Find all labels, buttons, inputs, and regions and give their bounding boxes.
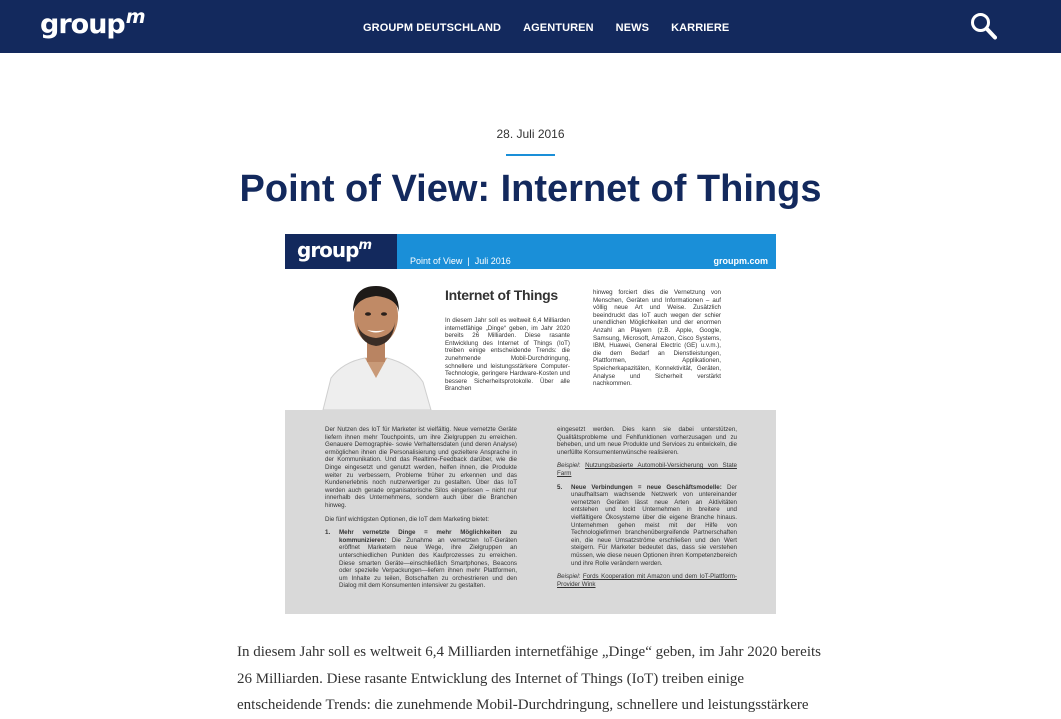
grey-right-paragraph: eingesetzt werden. Dies kann sie dabei unterstützen, Qualitätsprobleme und Fehlfunktionen vorherzusagen und zu beheben, und um neue Produkte und Services zu entwickeln, die unerfüllte Konsumentenwünsche realisieren.	[557, 426, 737, 456]
post-date: 28. Juli 2016	[496, 127, 565, 141]
groupm-logo[interactable]: group$^m$	[40, 6, 145, 40]
document-logo-box	[285, 234, 397, 269]
article-body: In diesem Jahr soll es weltweit 6,4 Milliarden internetfähige „Dinge“ geben, im Jahr 2020 bereits 26 Milliarden. Diese rasante Entwicklung des Internet of Things (IoT) treiben einige entscheidende Trends: die zunehmende Mobil-Durchdringung, schnellere und leistungsstärkere	[237, 644, 821, 713]
search-icon[interactable]	[970, 12, 997, 40]
title-divider	[506, 154, 555, 156]
document-header-label: Point of View | Juli 2016	[410, 256, 511, 266]
document-column-2: hinweg forciert dies die Vernetzung von Menschen, Geräten und Informationen – auf völlig neue Art und Weise. Zusätzlich beeindruckt das IoT auch wegen der schier unendlichen Möglichkeiten und der enormen Anzahl an Playern (z.B. Apple, Google, Samsung, Microsoft, Amazon, Cisco Systems, IBM, Huawei, General Electric (GE) u.v.m.), die dem Bedarf an Dienstleistungen, Plattformen, Applikationen, Speicherkapazitäten, Konnektivität, Geräten, Analyse und Sicherheit verstärkt nachkommen.	[593, 289, 721, 388]
main-nav	[363, 22, 729, 34]
pov-document-image[interactable]	[285, 234, 776, 614]
nav-item-karriere[interactable]: KARRIERE	[671, 22, 730, 34]
nav-item-news[interactable]: NEWS	[615, 22, 650, 34]
grey-left-paragraph: Der Nutzen des IoT für Marketer ist vielfältig. Neue vernetzte Geräte liefern ihnen mehr Touchpoints, um ihre Zielgruppen zu erreichen. Genauere Demographie- sowie Verhaltensdaten (und deren Analyse) ermöglichen ihnen die Personalisierung und gezieltere Ansprache in der Kommunikation. Und das Realtime-Feedback darüber, wie die Dinge eingesetzt und genutzt werden, helfen ihnen, die Produkte weiter zu verbessern, Probleme früher zu erkennen und das Kundenerlebnis noch nutzerwertiger zu gestalten. Über das IoT werden auch gerade organisatorische Silos eingerissen – nicht nur innerhalb des Unternehmens, sondern auch über die Branchen hinweg.	[325, 426, 517, 509]
example-2-link[interactable]: Fords Kooperation mit Amazon und dem IoT-Plattform-Provider Wink	[557, 573, 737, 588]
nav-item-agenturen[interactable]: AGENTUREN	[523, 22, 594, 34]
document-heading: Internet of Things	[445, 287, 558, 303]
grey-right-column	[557, 426, 737, 588]
example-2: Beispiel: Fords Kooperation mit Amazon und dem IoT-Plattform-Provider Wink	[557, 573, 737, 588]
document-header-bar	[285, 234, 776, 269]
nav-item-groupm-deutschland[interactable]: GROUPM DEUTSCHLAND	[363, 22, 502, 34]
site-header	[0, 0, 1061, 53]
example-1: Beispiel: Nutzungsbasierte Automobil-Versicherung von State Farm	[557, 462, 737, 477]
list-item-1: 1. Mehr vernetzte Dinge = mehr Möglichkeiten zu kommunizieren: Die Zunahme an vernetzten IoT-Geräten eröffnet Marketern neue Wege, ihre Zielgruppen an unterschiedlichen Punkten des Kaufprozesses zu erreichen. Diese smarten Geräte—einschließlich Smartphones, Beacons oder spezielle Verpackungen—liefern ihnen mehr Plattformen, um Inhalte zu teilen, Botschaften zu orchestrieren und den Dialog mit dem Konsumenten intensiver zu gestalten.	[325, 529, 517, 590]
list-item-5: 5. Neue Verbindungen = neue Geschäftsmodelle: Der unaufhaltsam wachsende Netzwerk von untereinander vernetzten Geräten lässt neue Arten an Aktivitäten entstehen und lockt Unternehmen in breitere und vielfältigere Ökosysteme über die eigene Branche hinaus. Unternehmen gehen meist mit der Hilfe von Technologiefirmen branchenübergreifende Partnerschaften ein, die neue Umsatzströme erschließen und den Wert steigern. Für Marketer bedeutet das, dass sie verstehen müssen, wie diese neuen Optionen ihren Kompetenzbereich und ihre Rolle verändern werden.	[557, 483, 737, 567]
document-intro: In diesem Jahr soll es weltweit 6,4 Milliarden internetfähige „Dinge“ geben, im Jahr 2020 bereits 26 Milliarden. Diese rasante Entwicklung des Internet of Things (IoT) treiben einige entscheidende Trends: die zunehmende Mobil-Durchdringung, schnellere und leistungsstärkere Computer-Technologie, geringere Hardware-Kosten und bessere Sicherheitsprotokolle. Über alle Branchen	[445, 317, 570, 393]
page-title: Point of View: Internet of Things	[239, 168, 822, 210]
grey-left-column	[325, 426, 517, 590]
document-groupm-logo: group$^m$	[297, 238, 372, 262]
author-photo	[313, 278, 439, 410]
example-1-link[interactable]: Nutzungsbasierte Automobil-Versicherung von State Farm	[557, 462, 737, 477]
document-url: groupm.com	[713, 256, 768, 266]
options-intro: Die fünf wichtigsten Optionen, die IoT dem Marketing bietet:	[325, 515, 489, 523]
document-grey-section	[285, 410, 776, 614]
